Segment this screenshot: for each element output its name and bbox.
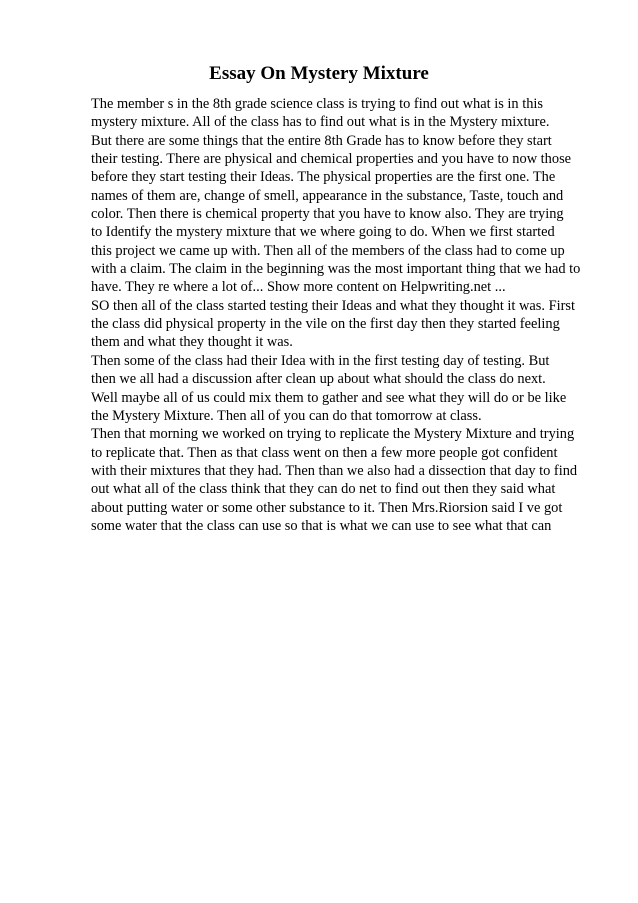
essay-line: The member s in the 8th grade science class is trying to find out what is in this [91, 96, 544, 112]
document-title: Essay On Mystery Mixture [209, 63, 429, 84]
essay-line: Then that morning we worked on trying to replicate the Mystery Mixture and trying [91, 426, 575, 443]
essay-line: the Mystery Mixture. Then all of you can do that tomorrow at class. [91, 407, 482, 424]
essay-line: with their mixtures that they had. Then than we also had a dissection that day to find [91, 462, 578, 479]
essay-line: Well maybe all of us could mix them to gather and see what they will do or be like [91, 389, 567, 406]
essay-line: the class did physical property in the vile on the first day then they started feeling [91, 316, 560, 333]
essay-line: about putting water or some other substance to it. Then Mrs.Riorsion said I ve got [91, 499, 563, 516]
essay-line: to replicate that. Then as that class went on then a few more people got confident [91, 444, 558, 461]
essay-line: then we all had a discussion after clean up about what should the class do next. [91, 371, 546, 388]
essay-line: them and what they thought it was. [91, 334, 293, 351]
essay-line: mystery mixture. All of the class has to find out what is in the Mystery mixture. [91, 114, 550, 131]
essay-line: names of them are, change of smell, appearance in the substance, Taste, touch and [91, 187, 564, 204]
essay-line: some water that the class can use so that is what we can use to see what that can [91, 517, 552, 534]
essay-line: this project we came up with. Then all of the members of the class had to come up [91, 242, 565, 259]
essay-line: before they start testing their Ideas. The physical properties are the first one. The [91, 169, 556, 186]
essay-line: out what all of the class think that they can do net to find out then they said what [91, 481, 556, 498]
essay-line: SO then all of the class started testing their Ideas and what they thought it was. First [91, 297, 575, 314]
essay-line: to Identify the mystery mixture that we where going to do. When we first started [91, 224, 555, 241]
essay-line: with a claim. The claim in the beginning was the most important thing that we had to [91, 261, 581, 278]
essay-line: But there are some things that the entire 8th Grade has to know before they start [91, 132, 552, 149]
essay-line: color. Then there is chemical property that you have to know also. They are trying [91, 206, 564, 223]
essay-line: Then some of the class had their Idea with in the first testing day of testing. But [91, 352, 550, 369]
essay-line: their testing. There are physical and chemical properties and you have to now those [91, 151, 572, 168]
essay-line: have. They re where a lot of... Show more content on Helpwriting.net ... [91, 279, 506, 296]
essay-body [91, 95, 611, 535]
